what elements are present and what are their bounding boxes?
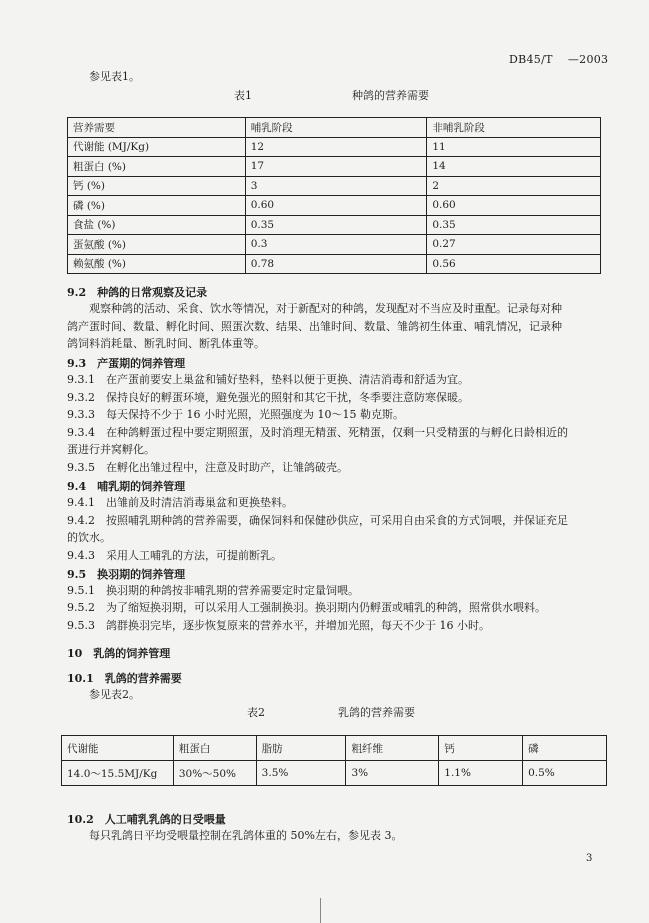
table-cell: 代谢能 (MJ/Kg) xyxy=(68,137,246,157)
table2-reference: 参见表2。 xyxy=(89,688,140,701)
table-cell: 14 xyxy=(427,157,601,177)
doc-code-header: DB45/T —2003 xyxy=(509,53,609,66)
clause-9-3-3: 9.3.3 每天保持不少于 16 小时光照，光照强度为 10～15 勒克斯。 xyxy=(67,408,404,421)
table-cell: 0.78 xyxy=(245,254,427,274)
table1-col-header: 营养需要 xyxy=(68,118,246,138)
table-cell: 0.60 xyxy=(245,196,427,216)
table1-title: 种鸽的营养需要 xyxy=(352,89,429,102)
table-cell: 0.56 xyxy=(427,254,601,274)
table-row xyxy=(68,137,601,157)
clause-9-3-5: 9.3.5 在孵化出雏过程中，注意及时助产，让雏鸽破壳。 xyxy=(67,461,348,474)
table2-label: 表2 xyxy=(247,706,265,719)
table-cell: 2 xyxy=(427,176,601,196)
section-10-1-heading: 10.1 乳鸽的营养需要 xyxy=(67,672,182,685)
table2-col-header: 钙 xyxy=(439,736,523,761)
table2-col-header: 代谢能 xyxy=(62,736,174,761)
table-row xyxy=(62,761,607,786)
table2-col-header: 磷 xyxy=(523,736,607,761)
table2-header-row xyxy=(62,736,607,761)
clause-9-4-3: 9.4.3 采用人工哺乳的方法，可提前断乳。 xyxy=(67,549,282,562)
clause-9-5-2: 9.5.2 为了缩短换羽期，可以采用人工强制换羽。换羽期内仍孵蛋或哺乳的种鸽，照常供水喂料。 xyxy=(67,601,546,614)
table-cell: 17 xyxy=(245,157,427,177)
table2-col-header: 粗蛋白 xyxy=(173,736,256,761)
table-cell: 0.5% xyxy=(523,761,607,786)
section-10-2-paragraph: 每只乳鸽日平均受喂量控制在乳鸽体重的 50%左右，参见表 3。 xyxy=(89,829,403,842)
clause-9-3-2: 9.3.2 保持良好的孵蛋环境，避免强光的照射和其它干扰，冬季要注意防寒保暖。 xyxy=(67,391,469,404)
section-9-2-paragraph-line: 鸽饲料消耗量、断乳时间、断乳体重等。 xyxy=(67,337,265,350)
table1-reference: 参见表1。 xyxy=(89,70,140,83)
table-cell: 14.0～15.5MJ/Kg xyxy=(62,761,174,786)
table-cell: 3 xyxy=(245,176,427,196)
clause-9-4-2: 9.4.2 按照哺乳期种鸽的营养需要，确保饲料和保健砂供应，可采用自由采食的方式饲喂，并保证充足 xyxy=(67,514,568,527)
section-9-2-heading: 9.2 种鸽的日常观察及记录 xyxy=(67,286,208,299)
table-cell: 0.27 xyxy=(427,235,601,255)
table-row xyxy=(68,157,601,177)
table-cell: 3.5% xyxy=(256,761,346,786)
clause-9-4-2-continued: 的饮水。 xyxy=(67,531,111,544)
table-row xyxy=(68,215,601,235)
table-row xyxy=(68,176,601,196)
table1-header-row xyxy=(68,118,601,138)
section-9-3-heading: 9.3 产蛋期的饲养管理 xyxy=(67,357,186,370)
table1-pigeon-nutrition xyxy=(67,117,601,274)
table-cell: 12 xyxy=(245,137,427,157)
clause-9-4-1: 9.4.1 出雏前及时清洁消毒巢盆和更换垫料。 xyxy=(67,496,293,509)
section-9-2-paragraph-line: 观察种鸽的活动、采食、饮水等情况，对于新配对的种鸽，发现配对不当应及时重配。记录每对种 xyxy=(89,302,562,315)
section-9-5-heading: 9.5 换羽期的饲养管理 xyxy=(67,568,186,581)
table-cell: 0.60 xyxy=(427,196,601,216)
table-row xyxy=(68,235,601,255)
table-cell: 1.1% xyxy=(439,761,523,786)
table1-label: 表1 xyxy=(234,89,252,102)
table-row xyxy=(68,196,601,216)
clause-9-3-4-continued: 蛋进行并窝孵化。 xyxy=(67,443,155,456)
page-number: 3 xyxy=(586,853,593,864)
clause-9-5-3: 9.5.3 鸽群换羽完毕，逐步恢复原来的营养水平，并增加光照，每天不少于 16 小时。 xyxy=(67,619,490,632)
table-cell: 0.3 xyxy=(245,235,427,255)
table2-col-header: 脂肪 xyxy=(256,736,346,761)
clause-9-3-1: 9.3.1 在产蛋前要安上巢盆和铺好垫料，垫料以便于更换、清洁消毒和舒适为宜。 xyxy=(67,373,469,386)
table-cell: 食盐 (%) xyxy=(68,215,246,235)
table1-col-header: 非哺乳阶段 xyxy=(427,118,601,138)
table-row xyxy=(68,254,601,274)
table-cell: 赖氨酸 (%) xyxy=(68,254,246,274)
table-cell: 3% xyxy=(346,761,439,786)
table2-title: 乳鸽的营养需要 xyxy=(338,706,415,719)
section-9-4-heading: 9.4 哺乳期的饲养管理 xyxy=(67,480,186,493)
table-cell: 磷 (%) xyxy=(68,196,246,216)
table-cell: 11 xyxy=(427,137,601,157)
table2-squab-nutrition xyxy=(61,735,607,786)
table2-col-header: 粗纤维 xyxy=(346,736,439,761)
clause-9-5-1: 9.5.1 换羽期的种鸽按非哺乳期的营养需要定时定量饲喂。 xyxy=(67,584,359,597)
table-cell: 0.35 xyxy=(245,215,427,235)
table-cell: 蛋氨酸 (%) xyxy=(68,235,246,255)
section-9-2-paragraph-line: 鸽产蛋时间、数量、孵化时间、照蛋次数、结果、出雏时间、数量、雏鸽初生体重、哺乳情况，记录种 xyxy=(67,320,562,333)
section-10-2-heading: 10.2 人工哺乳乳鸽的日受喂量 xyxy=(67,813,226,826)
table-cell: 30%～50% xyxy=(173,761,256,786)
table-cell: 粗蛋白 (%) xyxy=(68,157,246,177)
table1-col-header: 哺乳阶段 xyxy=(245,118,427,138)
clause-9-3-4: 9.3.4 在种鸽孵蛋过程中要定期照蛋，及时消理无精蛋、死精蛋，仅剩一只受精蛋的与孵化日龄相近的 xyxy=(67,426,568,439)
section-10-heading: 10 乳鸽的饲养管理 xyxy=(67,647,171,660)
table-cell: 0.35 xyxy=(427,215,601,235)
scan-edge-mark xyxy=(320,898,321,923)
table-cell: 钙 (%) xyxy=(68,176,246,196)
